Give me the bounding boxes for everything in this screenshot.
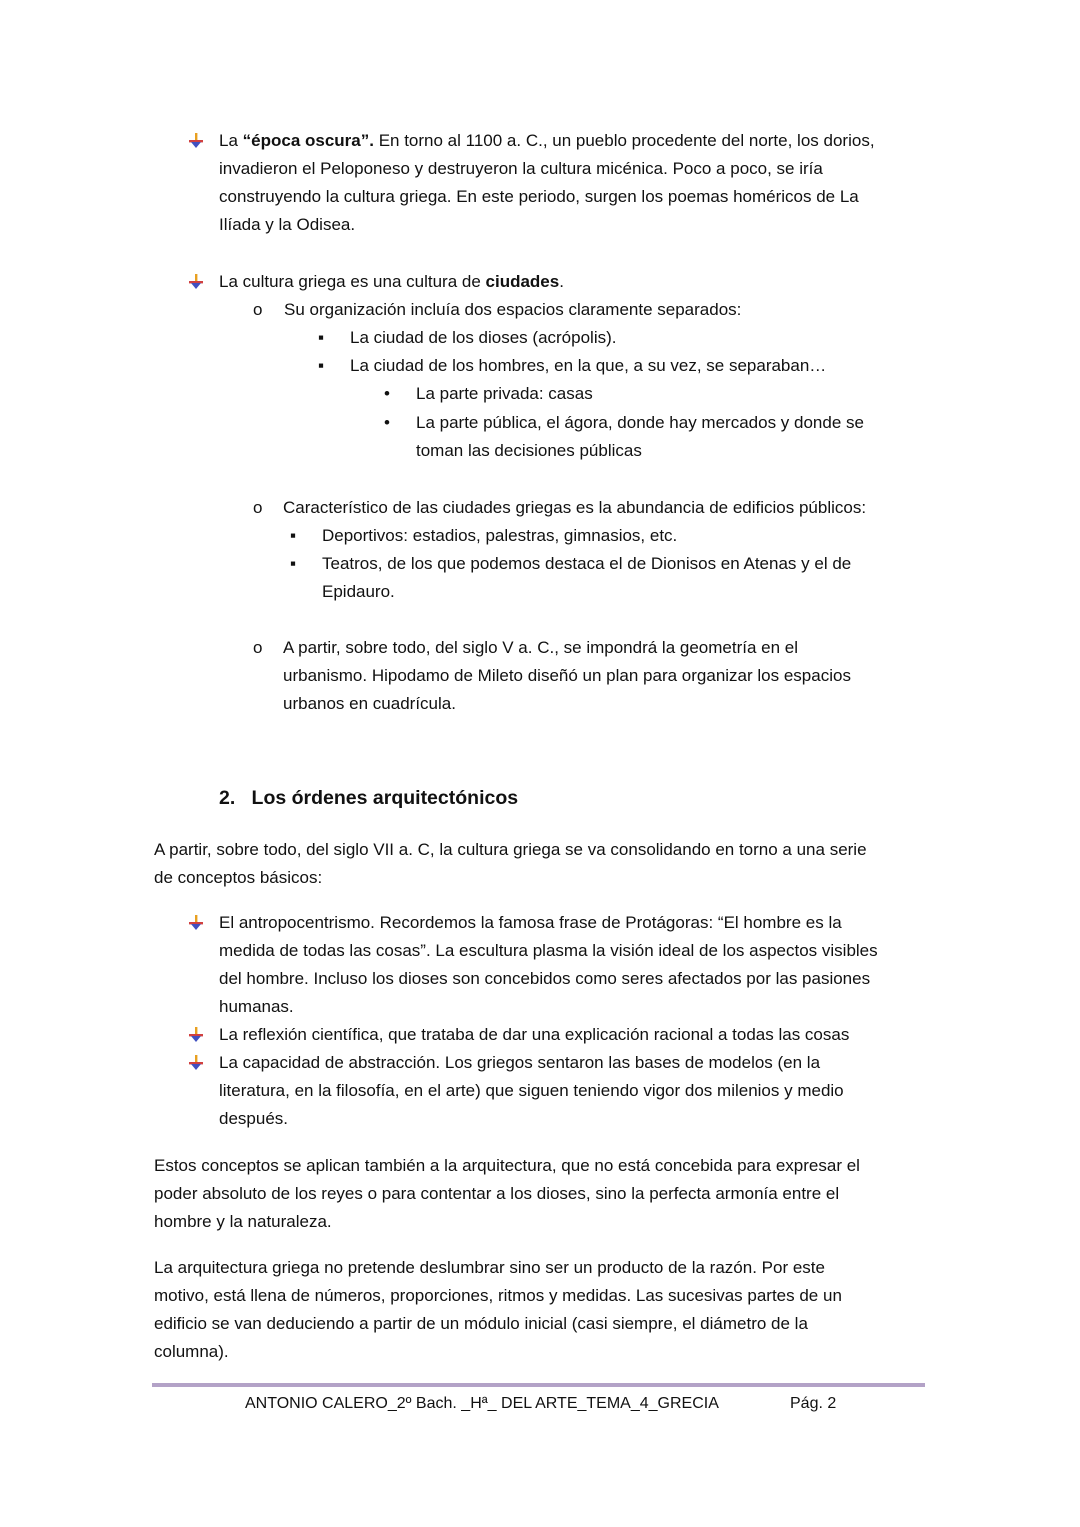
text-line: [283, 634, 851, 662]
text-segment: La parte privada: casas: [416, 384, 593, 403]
text-line: [284, 296, 741, 324]
square-bullet-icon: ▪: [318, 356, 325, 375]
text-segment: A partir, sobre todo, del siglo V a. C., se impondrá la geometría en el: [283, 638, 799, 657]
square-bullet-icon: ▪: [290, 526, 297, 545]
text-segment: humanas.: [219, 997, 294, 1016]
text-segment: literatura, en la filosofía, en el arte) que siguen teniendo vigor dos milenios y medio: [219, 1081, 844, 1100]
text-segment: La parte pública, el ágora, donde hay mercados y donde se: [416, 413, 864, 432]
text-segment: poder absoluto de los reyes o para contentar a los dioses, sino la perfecta armonía entre el: [154, 1184, 840, 1203]
text-segment: medida de todas las cosas”. La escultura plasma la visión ideal de los aspectos visibles: [219, 941, 878, 960]
text-line: [283, 690, 851, 718]
page-number: Pág. 2: [790, 1395, 837, 1412]
o-bullet-icon: o: [253, 498, 263, 517]
arrow-bullet-icon: [188, 133, 204, 149]
text-segment: toman las decisiones públicas: [416, 441, 642, 460]
text-line: [322, 578, 851, 606]
text-segment: Deportivos: estadios, palestras, gimnasios, etc.: [322, 526, 678, 545]
text-segment: motivo, está llena de números, proporciones, ritmos y medidas. Las sucesivas partes de un: [154, 1286, 842, 1305]
text-line: [350, 324, 616, 352]
text-line: [219, 268, 564, 296]
list-item: [219, 909, 878, 1021]
text-line: [154, 1208, 860, 1236]
list-item: [219, 1049, 844, 1133]
footer-text: ANTONIO CALERO_2º Bach. _Hª_ DEL ARTE_TEMA_4_GRECIA: [245, 1395, 719, 1412]
list-item: [219, 127, 875, 239]
text-line: [219, 965, 878, 993]
text-line: [219, 127, 875, 155]
text-segment: del hombre. Incluso los dioses son concebidos como seres afectados por las pasiones: [219, 969, 871, 988]
text-segment: La cultura griega es una cultura de: [219, 272, 486, 291]
text-segment: después.: [219, 1109, 288, 1128]
list-item: [350, 324, 616, 352]
paragraph: [154, 1152, 860, 1236]
paragraph: [154, 1254, 842, 1366]
text-line: [219, 183, 875, 211]
list-item: [219, 1021, 849, 1049]
list-item: [322, 522, 677, 550]
text-segment: La ciudad de los dioses (acrópolis).: [350, 328, 617, 347]
dot-bullet-icon: •: [384, 413, 390, 432]
text-line: [154, 1152, 860, 1180]
text-line: [154, 1282, 842, 1310]
text-line: [154, 1338, 842, 1366]
text-line: [219, 155, 875, 183]
section-number: 2.: [219, 787, 236, 809]
list-item: [283, 634, 851, 718]
section-heading: [219, 784, 518, 812]
text-line: [416, 380, 593, 408]
text-segment: En torno al 1100 a. C., un pueblo procedente del norte, los dorios,: [373, 131, 875, 150]
text-line: [154, 836, 867, 864]
text-line: [219, 909, 878, 937]
text-segment: La reflexión científica, que trataba de dar una explicación racional a todas las cosas: [219, 1025, 850, 1044]
text-line: [154, 864, 867, 892]
section-title: Los órdenes arquitectónicos: [251, 787, 519, 809]
bold-text: “época oscura”.: [242, 131, 374, 150]
text-segment: Característico de las ciudades griegas es la abundancia de edificios públicos:: [283, 498, 867, 517]
text-line: [219, 937, 878, 965]
text-line: [154, 1180, 860, 1208]
text-segment: edificio se van deduciendo a partir de un módulo inicial (casi siempre, el diámetro de la: [154, 1314, 808, 1333]
text-line: [322, 522, 677, 550]
text-segment: La arquitectura griega no pretende deslumbrar sino ser un producto de la razón. Por este: [154, 1258, 825, 1277]
text-line: [416, 437, 864, 465]
o-bullet-icon: o: [253, 638, 263, 657]
bold-text: ciudades: [485, 272, 560, 291]
list-item: [283, 494, 866, 522]
text-segment: Ilíada y la Odisea.: [219, 215, 356, 234]
text-line: [219, 1105, 844, 1133]
text-segment: Epidauro.: [322, 582, 395, 601]
text-line: [219, 1021, 849, 1049]
text-segment: construyendo la cultura griega. En este periodo, surgen los poemas homéricos de La: [219, 187, 859, 206]
text-line: [416, 409, 864, 437]
text-segment: urbanismo. Hipodamo de Mileto diseñó un plan para organizar los espacios: [283, 666, 851, 685]
text-line: [322, 550, 851, 578]
text-line: [283, 662, 851, 690]
text-line: [350, 352, 826, 380]
text-segment: urbanos en cuadrícula.: [283, 694, 456, 713]
square-bullet-icon: ▪: [290, 554, 297, 573]
arrow-bullet-icon: [188, 915, 204, 931]
arrow-bullet-icon: [188, 1055, 204, 1071]
text-segment: .: [559, 272, 564, 291]
list-item: [416, 380, 593, 408]
text-segment: A partir, sobre todo, del siglo VII a. C, la cultura griega se va consolidando en torno a una serie: [154, 840, 867, 859]
text-segment: Estos conceptos se aplican también a la arquitectura, que no está concebida para expresar el: [154, 1156, 860, 1175]
text-segment: columna).: [154, 1342, 229, 1361]
text-segment: El antropocentrismo. Recordemos la famosa frase de Protágoras: “El hombre es la: [219, 913, 842, 932]
text-line: [219, 1049, 844, 1077]
text-segment: de conceptos básicos:: [154, 868, 323, 887]
text-segment: La ciudad de los hombres, en la que, a su vez, se separaban…: [350, 356, 827, 375]
list-item: [416, 409, 864, 465]
dot-bullet-icon: •: [384, 384, 390, 403]
text-segment: Su organización incluía dos espacios claramente separados:: [284, 300, 742, 319]
arrow-bullet-icon: [188, 1027, 204, 1043]
text-segment: invadieron el Peloponeso y destruyeron la cultura micénica. Poco a poco, se iría: [219, 159, 823, 178]
paragraph: [154, 836, 867, 892]
list-item: [284, 296, 741, 324]
list-item: [322, 550, 851, 606]
text-line: [283, 494, 866, 522]
text-segment: hombre y la naturaleza.: [154, 1212, 332, 1231]
text-line: [154, 1254, 842, 1282]
text-segment: La capacidad de abstracción. Los griegos sentaron las bases de modelos (en la: [219, 1053, 821, 1072]
list-item: [219, 268, 564, 296]
text-segment: Teatros, de los que podemos destaca el de Dionisos en Atenas y el de: [322, 554, 852, 573]
text-line: [219, 1077, 844, 1105]
square-bullet-icon: ▪: [318, 328, 325, 347]
arrow-bullet-icon: [188, 274, 204, 290]
text-line: [219, 211, 875, 239]
text-segment: La: [219, 131, 243, 150]
footer-divider: [152, 1383, 925, 1387]
text-line: [154, 1310, 842, 1338]
o-bullet-icon: o: [253, 300, 263, 319]
list-item: [350, 352, 826, 380]
text-line: [219, 993, 878, 1021]
